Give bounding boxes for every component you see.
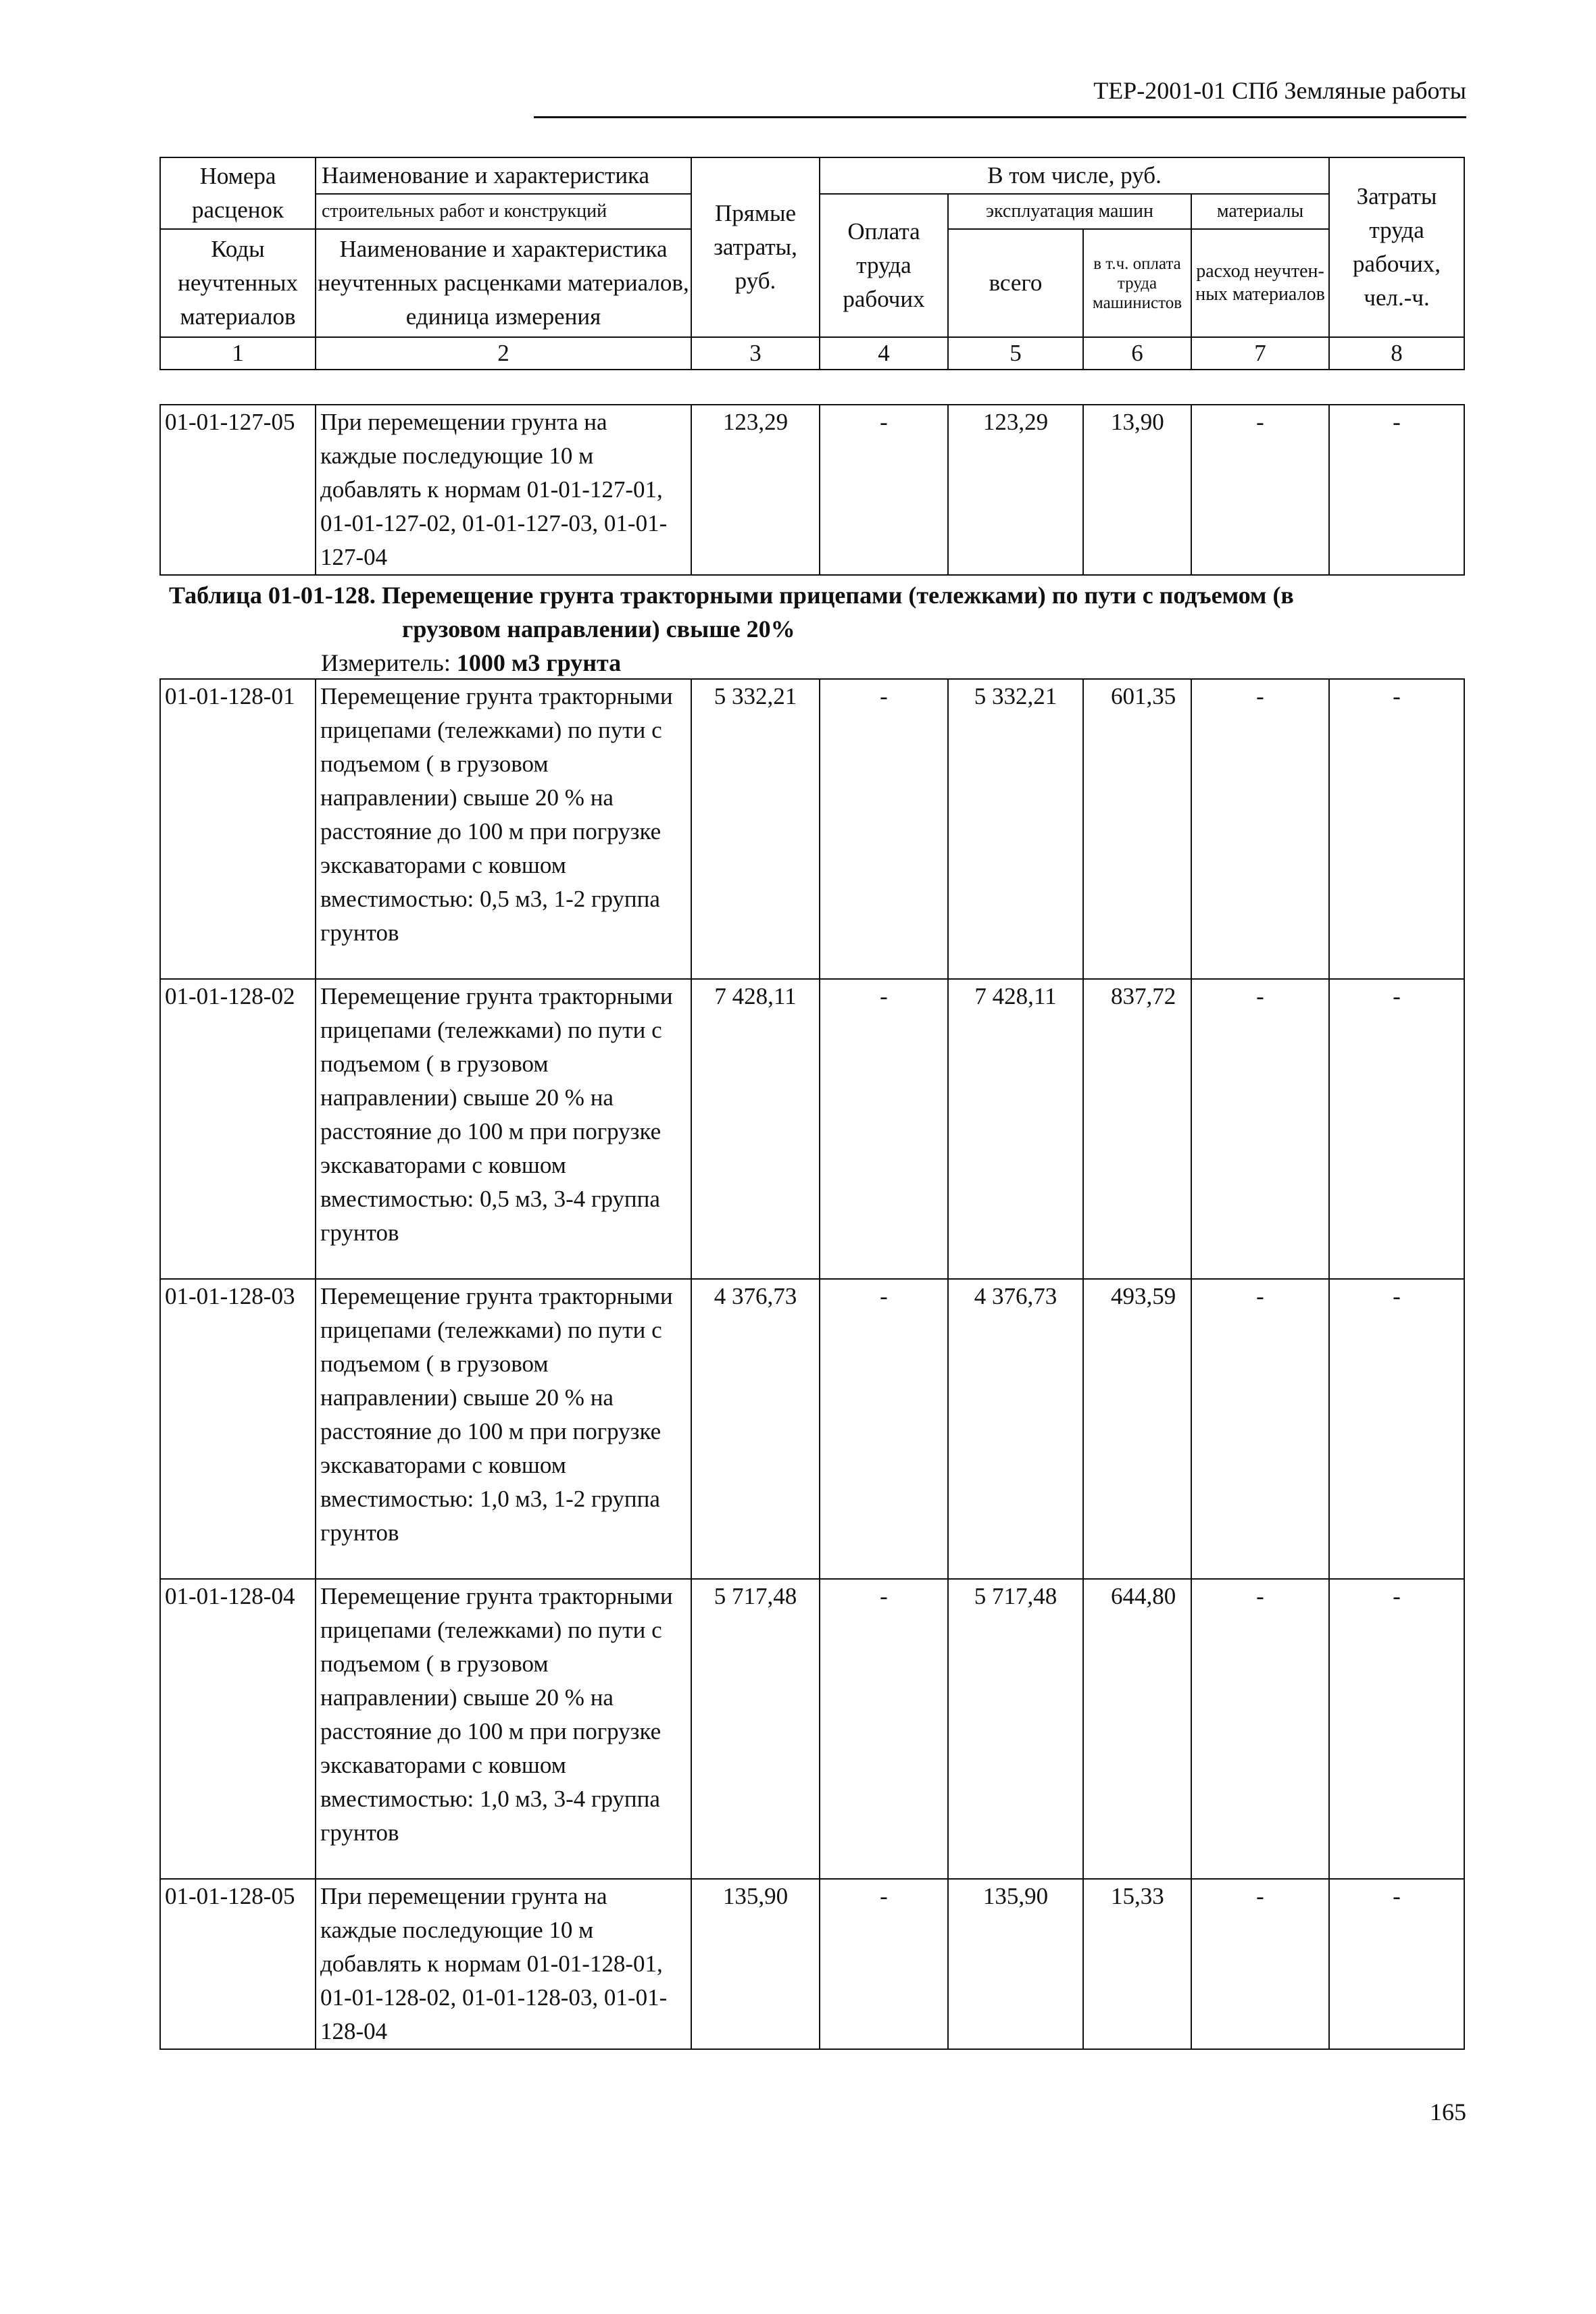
table-row xyxy=(160,1579,1464,1879)
hdr-col5: всего xyxy=(948,229,1083,337)
rate-description: Перемещение грунта тракторными прицепами (тележками) по пути с подъемом ( в грузовом направлении) свыше 20 % на расстояние до 100 м при погрузке экскаваторами с ковшом вместимостью: 1,0 м3, 3-4 группа грунтов xyxy=(316,1579,691,1879)
hdr-num-2: 2 xyxy=(316,337,691,370)
hdr-col8: Затраты труда рабочих, чел.-ч. xyxy=(1329,157,1464,337)
machine-operator-pay: 13,90 xyxy=(1083,405,1191,575)
hdr-num-7: 7 xyxy=(1191,337,1329,370)
machine-operator-pay: 644,80 xyxy=(1083,1579,1191,1879)
labor-pay: - xyxy=(820,1879,948,2049)
table-128 xyxy=(159,678,1465,2050)
meter-value: 1000 м3 грунта xyxy=(456,649,622,676)
header-rule xyxy=(534,116,1466,118)
table-row xyxy=(160,1279,1464,1579)
hdr-col4: Оплата труда рабочих xyxy=(820,194,948,337)
hdr-col2-top-b: строительных работ и конструкций xyxy=(316,194,691,229)
hdr-num-3: 3 xyxy=(691,337,820,370)
hdr-col3: Прямые затраты, руб. xyxy=(691,157,820,337)
machine-operator-pay: 601,35 xyxy=(1083,679,1191,979)
machine-total: 5 717,48 xyxy=(948,1579,1083,1879)
materials-consumption: - xyxy=(1191,1279,1329,1579)
hdr-num-4: 4 xyxy=(820,337,948,370)
hdr-num-8: 8 xyxy=(1329,337,1464,370)
labor-hours: - xyxy=(1329,405,1464,575)
machine-operator-pay: 15,33 xyxy=(1083,1879,1191,2049)
table-row xyxy=(160,405,1464,575)
direct-costs: 5 717,48 xyxy=(691,1579,820,1879)
machine-total: 4 376,73 xyxy=(948,1279,1083,1579)
materials-consumption: - xyxy=(1191,1579,1329,1879)
rate-code: 01-01-128-05 xyxy=(160,1879,316,2049)
materials-consumption: - xyxy=(1191,679,1329,979)
rate-code: 01-01-128-02 xyxy=(160,979,316,1279)
materials-consumption: - xyxy=(1191,979,1329,1279)
hdr-num-6: 6 xyxy=(1083,337,1191,370)
hdr-col2-bottom: Наименование и характеристика неучтенных расценками материалов, единица измерения xyxy=(316,229,691,337)
hdr-col2-top-a: Наименование и характеристика xyxy=(316,157,691,194)
hdr-col7: расход неучтен-ных материалов xyxy=(1191,229,1329,337)
hdr-materials: материалы xyxy=(1191,194,1329,229)
rate-description: Перемещение грунта тракторными прицепами (тележками) по пути с подъемом ( в грузовом направлении) свыше 20 % на расстояние до 100 м при погрузке экскаваторами с ковшом вместимостью: 0,5 м3, 3-4 группа грунтов xyxy=(316,979,691,1279)
labor-pay: - xyxy=(820,1579,948,1879)
rate-code: 01-01-127-05 xyxy=(160,405,316,575)
labor-pay: - xyxy=(820,979,948,1279)
machine-total: 123,29 xyxy=(948,405,1083,575)
labor-hours: - xyxy=(1329,679,1464,979)
table-title xyxy=(169,578,1466,646)
table-title-line1: Таблица 01-01-128. Перемещение грунта тракторными прицепами (тележками) по пути с подъемом (в xyxy=(169,582,1294,609)
meter-label: Измеритель: xyxy=(321,649,457,676)
labor-hours: - xyxy=(1329,1279,1464,1579)
hdr-col6: в т.ч. оплата труда машинистов xyxy=(1083,229,1191,337)
direct-costs: 4 376,73 xyxy=(691,1279,820,1579)
hdr-machines: эксплуатация машин xyxy=(948,194,1191,229)
page-number: 165 xyxy=(1430,2098,1466,2126)
rate-description: Перемещение грунта тракторными прицепами (тележками) по пути с подъемом ( в грузовом направлении) свыше 20 % на расстояние до 100 м при погрузке экскаваторами с ковшом вместимостью: 1,0 м3, 1-2 группа грунтов xyxy=(316,1279,691,1579)
labor-pay: - xyxy=(820,1279,948,1579)
direct-costs: 7 428,11 xyxy=(691,979,820,1279)
machine-operator-pay: 837,72 xyxy=(1083,979,1191,1279)
materials-consumption: - xyxy=(1191,405,1329,575)
labor-hours: - xyxy=(1329,1579,1464,1879)
labor-pay: - xyxy=(820,679,948,979)
machine-total: 7 428,11 xyxy=(948,979,1083,1279)
table-row xyxy=(160,679,1464,979)
table-127-continuation xyxy=(159,404,1465,576)
table-row xyxy=(160,979,1464,1279)
machine-total: 135,90 xyxy=(948,1879,1083,2049)
column-header-table xyxy=(159,157,1465,370)
rate-code: 01-01-128-04 xyxy=(160,1579,316,1879)
hdr-num-5: 5 xyxy=(948,337,1083,370)
machine-operator-pay: 493,59 xyxy=(1083,1279,1191,1579)
table-row xyxy=(160,1879,1464,2049)
direct-costs: 135,90 xyxy=(691,1879,820,2049)
hdr-num-1: 1 xyxy=(160,337,316,370)
hdr-col1-top: Номера расценок xyxy=(160,157,316,229)
table-title-line2: грузовом направлении) свыше 20% xyxy=(402,615,795,643)
rate-code: 01-01-128-03 xyxy=(160,1279,316,1579)
rate-description: При перемещении грунта на каждые последующие 10 м добавлять к нормам 01-01-128-01, 01-01-128-02, 01-01-128-03, 01-01-128-04 xyxy=(316,1879,691,2049)
labor-hours: - xyxy=(1329,979,1464,1279)
running-header: ТЕР-2001-01 СПб Земляные работы xyxy=(1093,77,1466,104)
rate-description: Перемещение грунта тракторными прицепами (тележками) по пути с подъемом ( в грузовом направлении) свыше 20 % на расстояние до 100 м при погрузке экскаваторами с ковшом вместимостью: 0,5 м3, 1-2 группа грунтов xyxy=(316,679,691,979)
meter xyxy=(321,647,621,678)
direct-costs: 5 332,21 xyxy=(691,679,820,979)
machine-total: 5 332,21 xyxy=(948,679,1083,979)
materials-consumption: - xyxy=(1191,1879,1329,2049)
rate-code: 01-01-128-01 xyxy=(160,679,316,979)
labor-pay: - xyxy=(820,405,948,575)
rate-description: При перемещении грунта на каждые последующие 10 м добавлять к нормам 01-01-127-01, 01-01-127-02, 01-01-127-03, 01-01-127-04 xyxy=(316,405,691,575)
direct-costs: 123,29 xyxy=(691,405,820,575)
labor-hours: - xyxy=(1329,1879,1464,2049)
hdr-incl: В том числе, руб. xyxy=(820,157,1329,194)
hdr-col1-bottom: Коды неучтенных материалов xyxy=(160,229,316,337)
